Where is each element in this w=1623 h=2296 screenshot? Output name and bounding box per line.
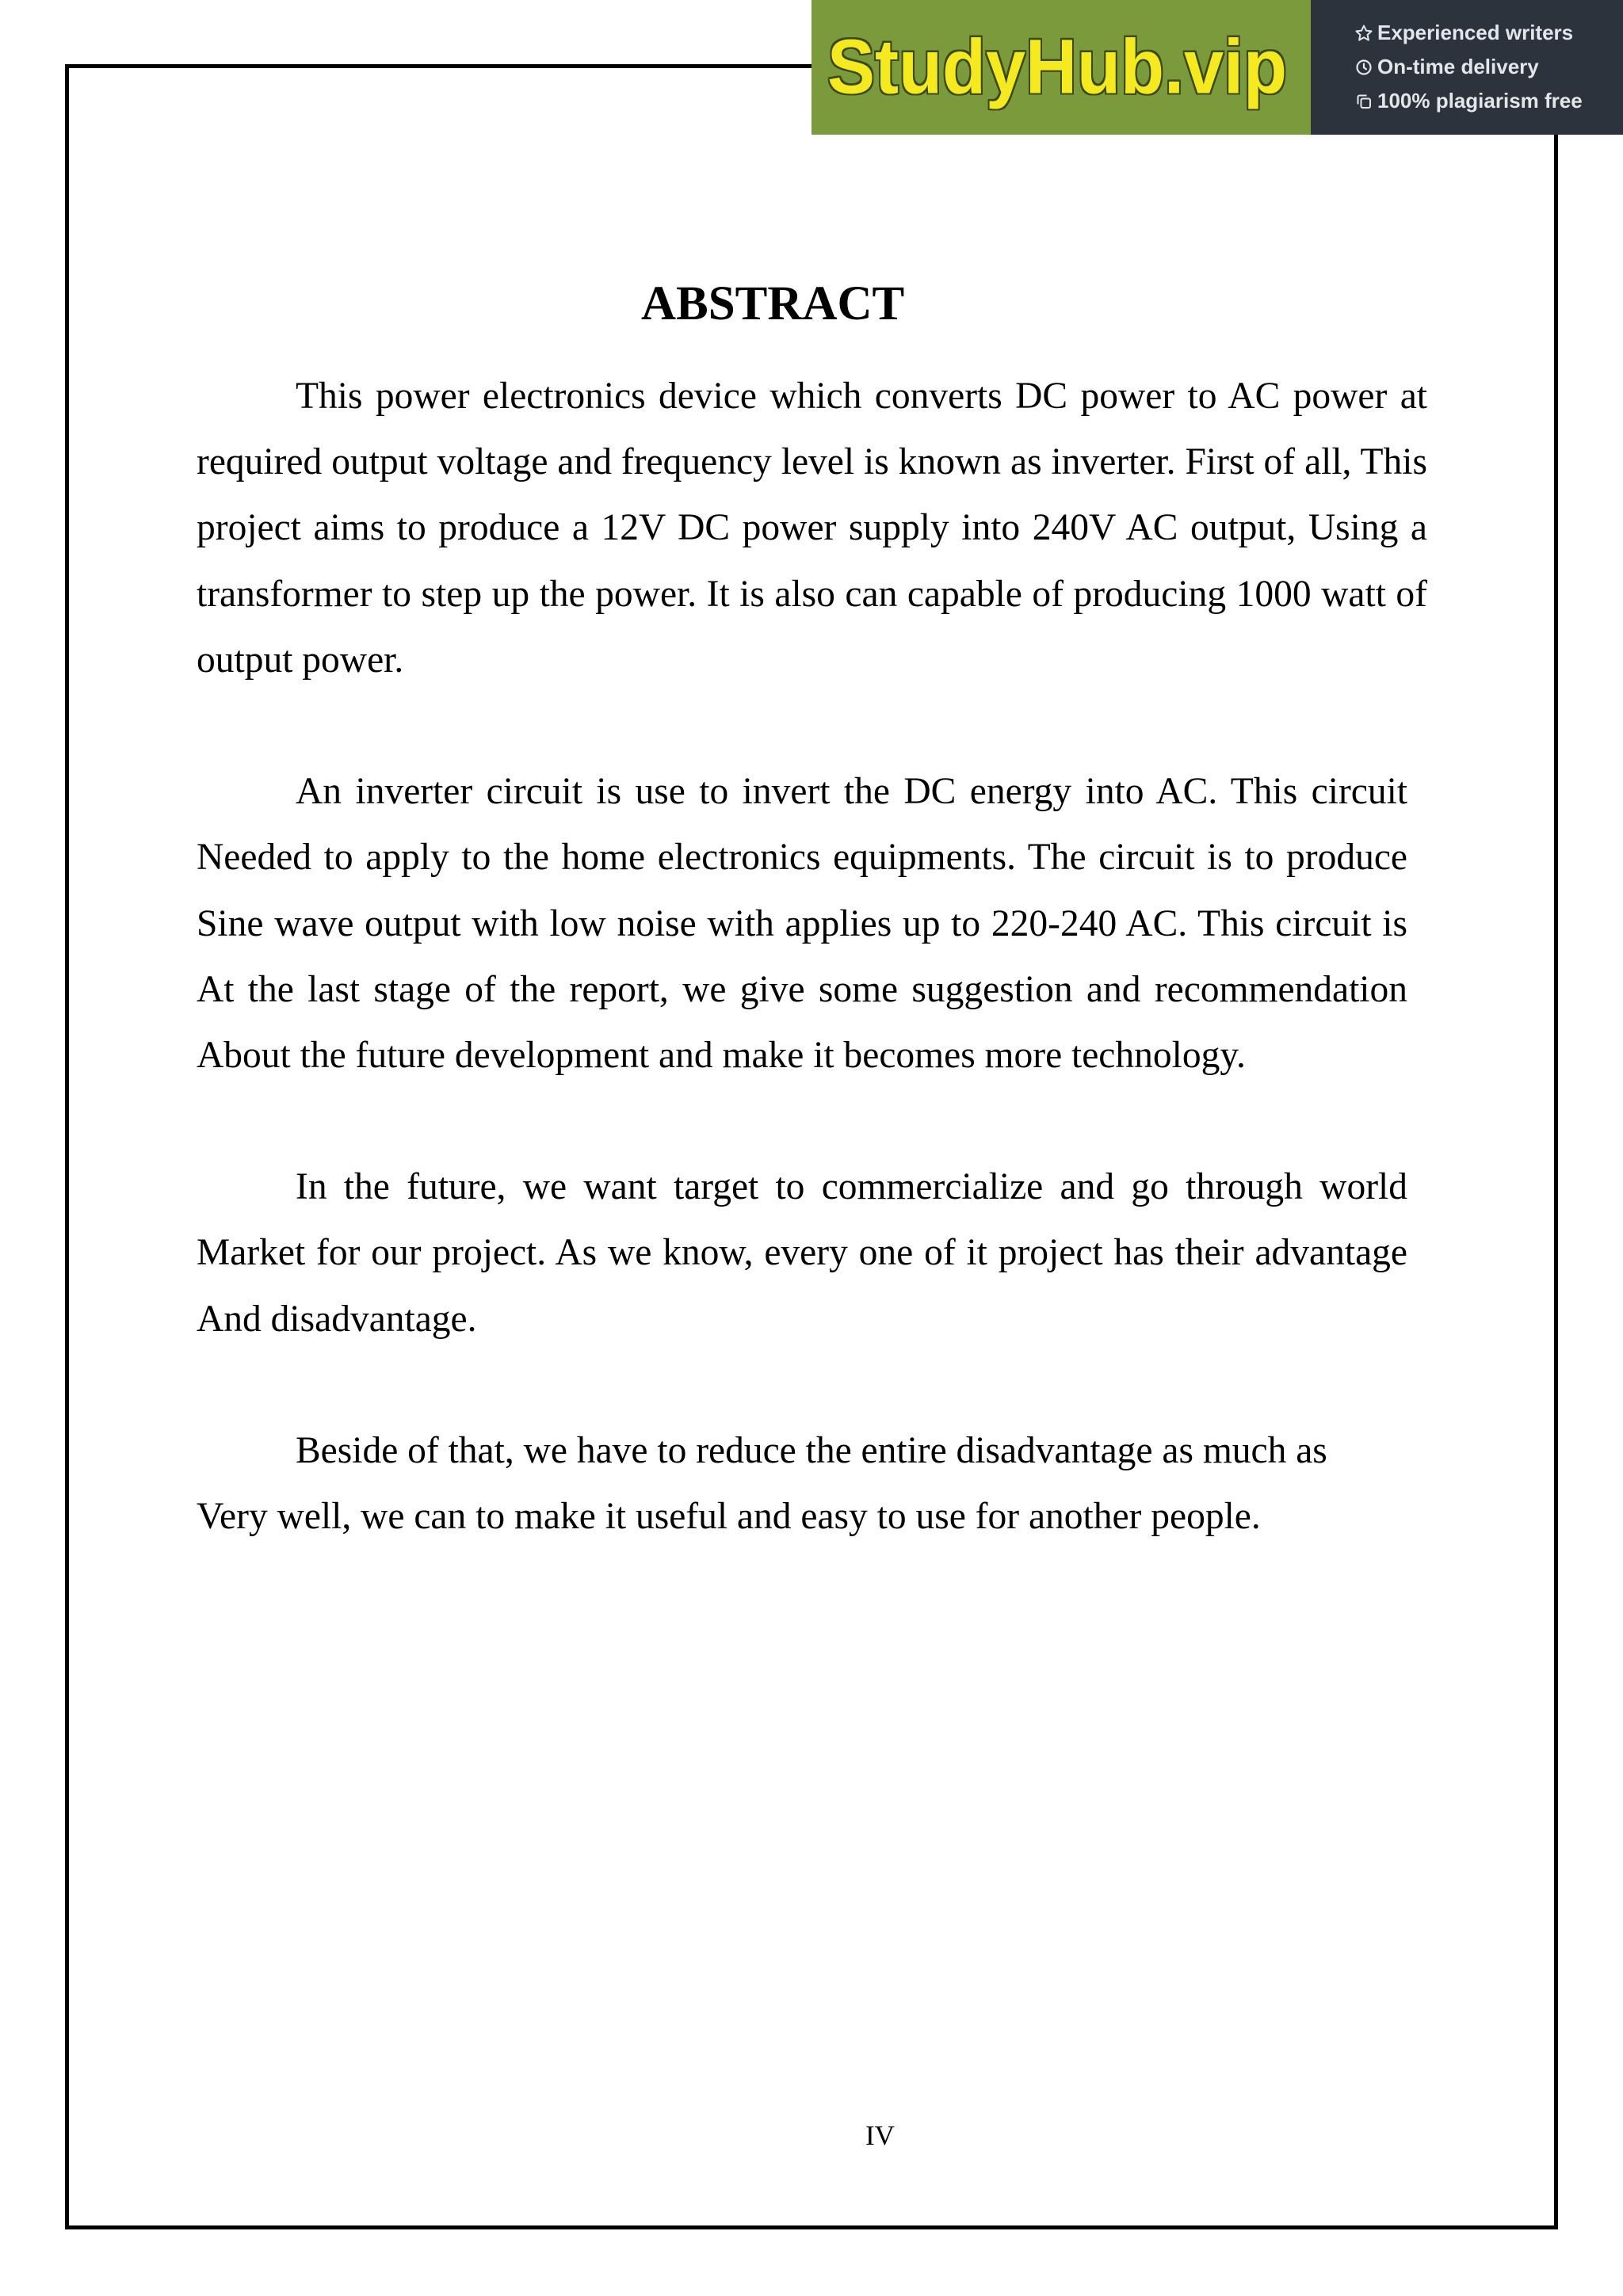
paragraph [197, 1154, 1427, 1352]
text-line: An inverter circuit is use to invert the DC energy into AC. This circuit [296, 771, 1407, 813]
copy-icon [1354, 92, 1373, 111]
text-line: About the future development and make it becomes more technology. [197, 1034, 1246, 1076]
banner-logo-panel[interactable] [812, 0, 1311, 135]
text-line: Beside of that, we have to reduce the entire disadvantage as much as [296, 1430, 1327, 1471]
feature-on-time-delivery [1354, 50, 1623, 84]
text-line: At the last stage of the report, we give some suggestion and recommendation [197, 968, 1407, 1010]
text-line: Very well, we can to make it useful and easy to use for another people. [197, 1496, 1261, 1538]
paragraph [197, 364, 1427, 693]
abstract-body [197, 364, 1427, 1616]
paragraph [197, 1418, 1427, 1550]
text-line: Needed to apply to the home electronics equipments. The circuit is to produce [197, 837, 1407, 879]
clock-icon [1354, 58, 1373, 77]
studyhub-banner[interactable] [812, 0, 1623, 135]
star-icon [1354, 24, 1373, 43]
page-number: IV [865, 2120, 895, 2151]
banner-features-panel [1311, 0, 1623, 135]
paragraph [197, 759, 1427, 1089]
text-line: output power. [197, 639, 404, 681]
text-line: required output voltage and frequency level is known as inverter. First of all, This [197, 441, 1427, 483]
feature-experienced-writers [1354, 16, 1623, 50]
text-line: Market for our project. As we know, every one of it project has their advantage [197, 1232, 1407, 1274]
text-line: Sine wave output with low noise with applies up to 220-240 AC. This circuit is [197, 902, 1407, 944]
feature-label: Experienced writers [1377, 21, 1574, 44]
page-title: ABSTRACT [641, 277, 905, 330]
text-line: transformer to step up the power. It is also can capable of producing 1000 watt of [197, 573, 1427, 615]
text-line: This power electronics device which converts DC power to AC power at [296, 376, 1427, 417]
text-line: project aims to produce a 12V DC power supply into 240V AC output, Using a [197, 507, 1427, 549]
feature-label: On-time delivery [1377, 55, 1539, 78]
feature-label: 100% plagiarism free [1377, 89, 1583, 113]
studyhub-logo[interactable]: StudyHub.vip [827, 24, 1287, 110]
text-line: And disadvantage. [197, 1298, 477, 1340]
feature-plagiarism-free [1354, 84, 1623, 118]
text-line: In the future, we want target to commercialize and go through world [296, 1166, 1407, 1208]
